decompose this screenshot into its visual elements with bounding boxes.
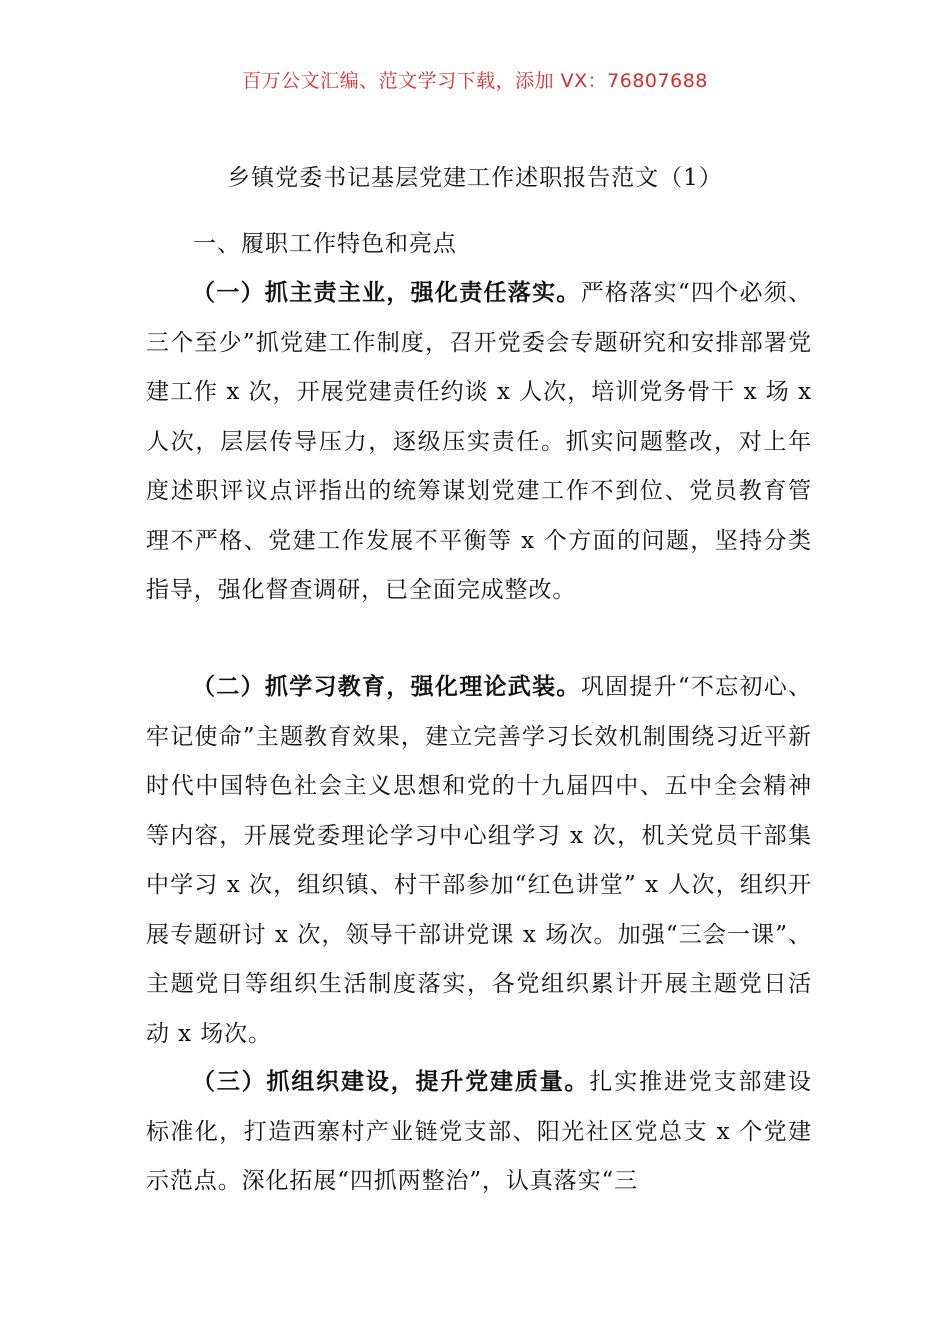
watermark-banner: 百万公文汇编、范文学习下载，添加 VX：76807688 <box>242 70 708 92</box>
paragraph-3-lead: （三）抓组织建设，提升党建质量。 <box>192 1068 590 1095</box>
paragraph-3-body: 扎实推进党支部建设标准化，打造西寨村产业链党支部、阳光社区党总支 x 个党建示范点。深化拓展“四抓两整治”，认真落实“三 <box>146 1069 812 1194</box>
paragraph-2-body: 巩固提升“不忘初心、牢记使命”主题教育效果，建立完善学习长效机制围绕习近平新时代中国特色社会主义思想和党的十九届四中、五中全会精神等内容，开展党委理论学习中心组学习 x 次，机关党员干部集中学习 x 次，组织镇、村干部参加“红色讲堂” x 人次，组织开展专题研讨 x 次，领导干部讲党课 x 场次。加强“三会一课”、主题党日等组织生活制度落实，各党组织累计开展主题党日活动 x 场次。 <box>146 674 812 1047</box>
paragraph-3 <box>146 1057 812 1207</box>
paragraph-1-lead: （一）抓主责主业，强化责任落实。 <box>192 279 581 306</box>
paragraph-1-body: 严格落实“四个必须、三个至少”抓党建工作制度，召开党委会专题研究和安排部署党建工作 x 次，开展党建责任约谈 x 人次，培训党务骨干 x 场 x 人次，层层传导压力，逐级压实责任。抓实问题整改，对上年度述职评议点评指出的统筹谋划党建工作不到位、党员教育管理不严格、党建工作发展不平衡等 x 个方面的问题，坚持分类指导，强化督查调研，已全面完成整改。 <box>146 280 812 603</box>
paragraph-2 <box>146 662 812 1059</box>
document-title: 乡镇党委书记基层党建工作述职报告范文（1） <box>227 165 723 191</box>
paragraph-1 <box>146 268 812 616</box>
paragraph-2-lead: （二）抓学习教育，强化理论武装。 <box>192 673 581 700</box>
section-heading: 一、履职工作特色和亮点 <box>193 231 457 257</box>
